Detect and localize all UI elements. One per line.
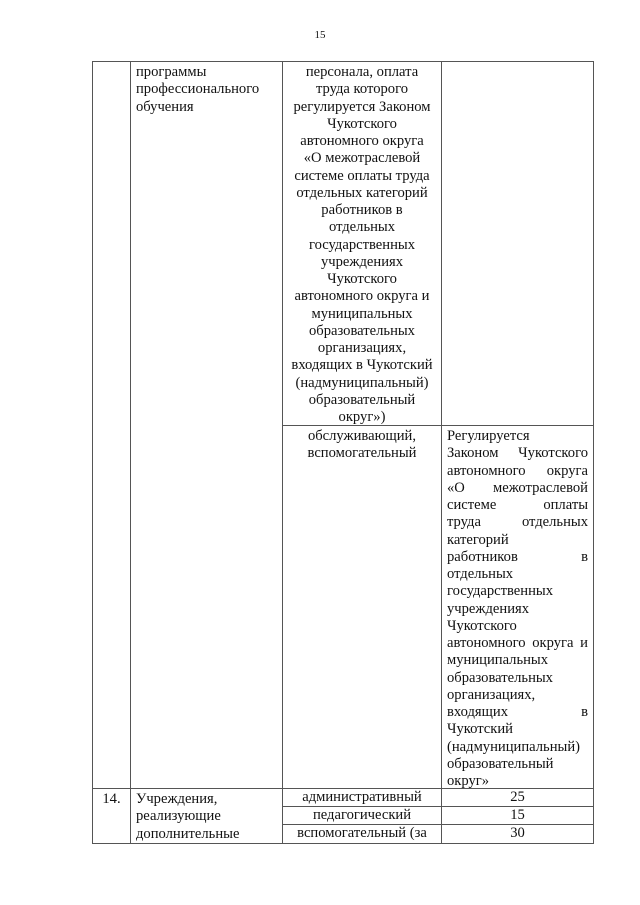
cell-text-line: программы xyxy=(136,64,207,80)
cell-text-line: автономного округа и xyxy=(294,288,430,305)
cell-text-line: 15 xyxy=(510,807,525,823)
cell-text-line: труда отдельных xyxy=(447,514,588,531)
cell-text-line: Учреждения, xyxy=(136,791,218,807)
cell-institution-type-14 xyxy=(130,788,283,844)
cell-text-line: образовательный xyxy=(447,755,554,772)
cell-text-line: работников в xyxy=(321,202,403,218)
cell-staff-category-service xyxy=(282,425,442,789)
cell-text-line: учреждениях xyxy=(447,600,530,617)
cell-text-line: автономного округа xyxy=(447,462,588,479)
cell-text-line: персонала, оплата xyxy=(305,64,419,80)
cell-value-administrative xyxy=(441,788,594,807)
cell-text-line: Чукотского xyxy=(327,115,397,132)
cell-text-line: обслуживающий, xyxy=(307,428,417,444)
cell-text-line: (надмуниципальный) xyxy=(295,374,429,391)
cell-text-line: муниципальных xyxy=(447,652,549,669)
cell-text-line: педагогический xyxy=(312,807,412,823)
cell-text-line: образовательных xyxy=(309,322,415,339)
cell-text-line: обучения xyxy=(136,98,194,115)
cell-category-auxiliary xyxy=(282,824,442,844)
cell-text-line: (надмуниципальный) xyxy=(447,738,580,755)
cell-text-line: «О межотраслевой xyxy=(303,150,421,167)
cell-text-line: 14. xyxy=(102,791,121,807)
cell-text-line: реализующие xyxy=(136,808,221,825)
cell-text-line: муниципальных xyxy=(311,305,413,322)
page-number: 15 xyxy=(314,29,326,41)
cell-text-line: автономного округа xyxy=(300,133,424,149)
cell-value-auxiliary xyxy=(441,824,594,844)
cell-text-line: образовательный xyxy=(308,391,416,408)
cell-text-line: системе оплаты труда xyxy=(294,167,430,184)
cell-text-line: Чукотского xyxy=(327,271,397,287)
cell-text-line: отдельных xyxy=(447,566,514,582)
cell-text-line: Чукотский xyxy=(447,721,513,738)
cell-norm-empty xyxy=(441,61,594,426)
cell-text-line: 30 xyxy=(510,825,525,841)
cell-text-line: округ» xyxy=(447,773,490,789)
cell-text-line: вспомогательный xyxy=(307,445,417,462)
cell-text-line: входящих в xyxy=(447,704,588,720)
cell-text-line: Регулируется xyxy=(447,428,530,444)
cell-text-line: труда которого xyxy=(315,81,409,98)
cell-text-line: учреждениях xyxy=(320,253,404,270)
cell-text-line: Законом Чукотского xyxy=(447,445,588,462)
cell-text-line: образовательных xyxy=(447,669,553,686)
cell-number-empty xyxy=(92,61,131,789)
cell-text-line: вспомогательный (за xyxy=(297,825,427,841)
cell-text-line: автономного округа и xyxy=(447,635,588,651)
cell-text-line: государственных xyxy=(447,583,554,600)
cell-category-administrative xyxy=(282,788,442,807)
cell-text-line: округ») xyxy=(338,409,386,425)
cell-text-line: административный xyxy=(302,789,422,805)
cell-text-line: регулируется Законом xyxy=(293,98,431,115)
cell-text-line: организациях, xyxy=(317,340,407,356)
cell-norm-law-reference xyxy=(441,425,594,789)
cell-text-line: государственных xyxy=(308,236,415,253)
cell-text-line: Чукотского xyxy=(447,617,517,634)
cell-institution-type xyxy=(130,61,283,789)
cell-staff-category-personnel xyxy=(282,61,442,426)
cell-text-line: работников в xyxy=(447,548,588,565)
cell-text-line: входящих в Чукотский xyxy=(291,357,433,374)
cell-text-line: отдельных xyxy=(328,219,396,236)
cell-text-line: категорий xyxy=(447,531,509,548)
cell-text-line: отдельных категорий xyxy=(296,184,428,201)
cell-text-line: системе оплаты xyxy=(447,497,588,513)
cell-text-line: дополнительные xyxy=(136,825,240,842)
cell-text-line: организациях, xyxy=(447,686,536,703)
cell-row-number xyxy=(92,788,131,844)
cell-value-pedagogical xyxy=(441,806,594,825)
cell-text-line: «О межотраслевой xyxy=(447,479,588,496)
cell-text-line: 25 xyxy=(510,789,525,805)
cell-category-pedagogical xyxy=(282,806,442,825)
cell-text-line: профессионального xyxy=(136,81,260,98)
